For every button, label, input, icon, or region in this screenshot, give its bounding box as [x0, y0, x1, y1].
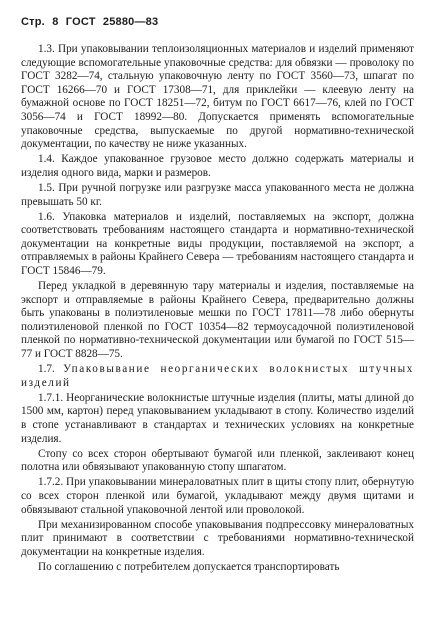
- paragraph-stack-wrap: Стопу со всех сторон обертывают бумагой или пленкой, заклеивают конец полотна или обвязывают упакованную стопу шпагатом.: [21, 447, 414, 474]
- paragraph-1-5: 1.5. При ручной погрузке или разгрузке масса упакованного места не должна превышать 50 кг.: [21, 181, 414, 208]
- paragraph-1-6-export: Перед укладкой в деревянную тару материалы и изделия, поставляемые на экспорт и отправляемые в районы Крайнего Севера, предварительно должны быть упакованы в полиэтиленовые мешки по ГОСТ 17811—78 либо обернуты полиэтиленовой пленкой по ГОСТ 10354—82 термоусадочной полиэтиленовой пленкой по нормативно-технической документации или бумагой по ГОСТ 515—77 и ГОСТ 8828—75.: [21, 280, 414, 361]
- paragraph-1-4: 1.4. Каждое упакованное грузовое место должно содержать материалы и изделия одного вида, марки и размеров.: [21, 153, 414, 179]
- paragraph-1-7-1: 1.7.1. Неорганические волокнистые штучные изделия (плиты, маты длиной до 1500 мм, картон) перед упаковыванием укладывают в стопу. Количество изделий в стопе устанавливают в стандартах и технических условиях на конкретные изделия.: [21, 391, 414, 445]
- section-number: 1.7.: [38, 363, 55, 376]
- section-title: Упаковывание неорганических волокнистых штучных изделий: [21, 363, 414, 389]
- page-label: Стр.: [21, 16, 45, 28]
- page-header: [21, 16, 162, 28]
- paragraph-1-7-2: 1.7.2. При упаковывании минераловатных плит в щиты стопу плит, обернутую со всех сторон пленкой или бумагой, укладывают между двумя щитами и обвязывают стальной упаковочной лентой или проволокой.: [21, 476, 414, 516]
- paragraph-mechanized: При механизированном способе упаковывания подпрессовку минераловатных плит принимают в соответствии с требованиями нормативно-технической документации на конкретные изделия.: [21, 518, 414, 558]
- standard-number: 25880—83: [102, 16, 159, 28]
- paragraph-1-6: 1.6. Упаковка материалов и изделий, поставляемых на экспорт, должна соответствовать требованиям настоящего стандарта и нормативно-технической документации на конкретные виды продукции, поставляемой на экспорт, а отправляемых в районы Крайнего Севера — требованиям настоящего стандарта и ГОСТ 15846—79.: [21, 210, 414, 277]
- section-heading-1-7: [21, 363, 414, 390]
- paragraph-agreement: По соглашению с потребителем допускается транспортировать: [38, 560, 340, 573]
- document-body: [21, 43, 414, 576]
- paragraph-1-3: 1.3. При упаковывании теплоизоляционных материалов и изделий применяют следующие вспомогательные упаковочные средства: для обвязки — проволоку по ГОСТ 3282—74, стальную упаковочную ленту по ГОСТ 3560—73, шпагат по ГОСТ 16266—70 и ГОСТ 17308—71, для приклейки — клеевую ленту на бумажной основе по ГОСТ 18251—72, битум по ГОСТ 6617—76, клей по ГОСТ 3056—74 и ГОСТ 18992—80. Допускается применять вспомогательные упаковочные средства, выпускаемые по другой нормативно-технической документации, по качеству не ниже указанных.: [21, 43, 414, 151]
- standard-code: ГОСТ: [65, 16, 96, 28]
- page-number: 8: [52, 16, 59, 28]
